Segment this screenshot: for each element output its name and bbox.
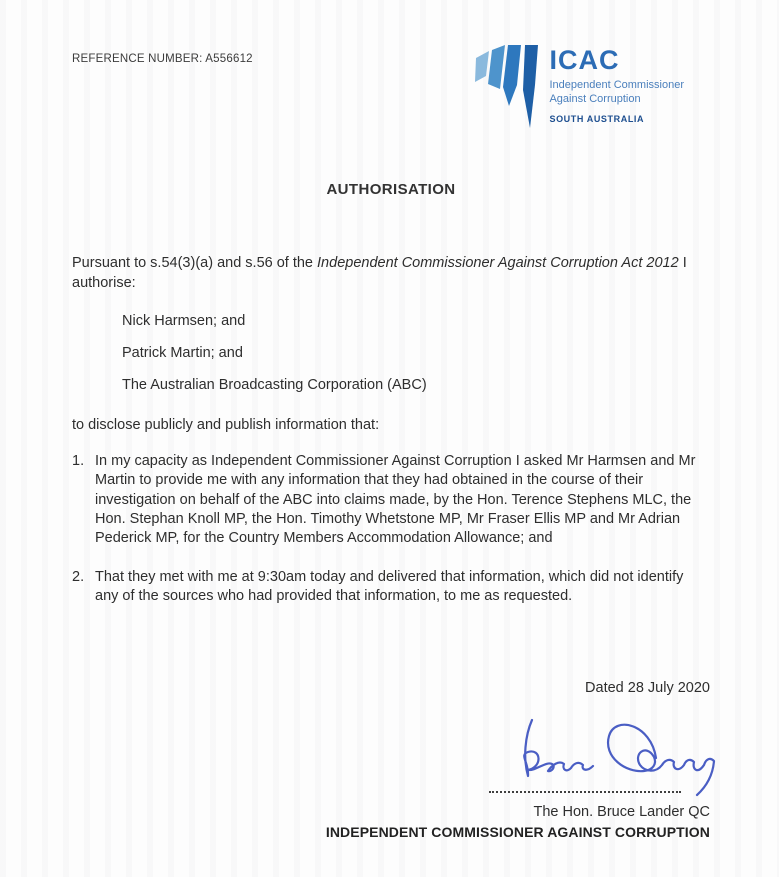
icac-logo-text [549,47,684,124]
signature-icon [498,710,726,802]
item-number: 2. [72,568,85,585]
item-text: That they met with me at 9:30am today and delivered that information, which did not identify any of the sources who had provided that information, to me as requested. [95,568,684,604]
page-title: AUTHORISATION [326,181,456,198]
intro-prefix: Pursuant to s.54(3)(a) and s.56 of the [72,255,318,271]
reference-number: REFERENCE NUMBER: A556612 [72,53,253,65]
party-nick-harmsen: Nick Harmsen; and [122,313,246,330]
authorised-parties [72,313,710,393]
list-item [72,452,710,548]
party-abc: The Australian Broadcasting Corporation (ABC) [122,377,427,394]
item-text: In my capacity as Independent Commissioner Against Corruption I asked Mr Harmsen and Mr Martin to provide me with any information that they had obtained in the course of their investigation on behalf of the ABC into claims made, by the Hon. Terence Stephens MLC, the Hon. Stephan Knoll MP, the Hon. Timothy Whetstone MP, Mr Fraser Ellis MP and Mr Adrian Pederick MP, for the Country Members Accommodation Allowance; and [95,453,696,547]
icac-logo-mark-icon [475,45,541,129]
dated-line: Dated 28 July 2020 [585,680,710,697]
icac-region: SOUTH AUSTRALIA [549,113,645,124]
icac-logo [475,45,684,129]
icac-name-line2: Against Corruption [549,93,641,106]
icac-name-line1: Independent Commissioner [549,79,684,91]
item-number: 1. [72,453,85,470]
icac-full-name [549,78,684,107]
list-item [72,568,710,607]
document-header [72,45,710,129]
intro-paragraph [72,254,710,293]
act-name: Independent Commissioner Against Corruption Act 2012 [317,255,679,271]
signatory-title: INDEPENDENT COMMISSIONER AGAINST CORRUPTION [325,824,710,841]
signature-block [72,702,710,840]
disclosure-line: to disclose publicly and publish information that: [72,417,380,434]
signature-area [475,702,710,802]
signatory-name: The Hon. Bruce Lander QC [533,804,710,821]
icac-acronym: ICAC [549,45,620,75]
party-patrick-martin: Patrick Martin; and [122,345,243,362]
intro-suffix: I authorise: [72,255,687,291]
numbered-list [72,452,710,606]
